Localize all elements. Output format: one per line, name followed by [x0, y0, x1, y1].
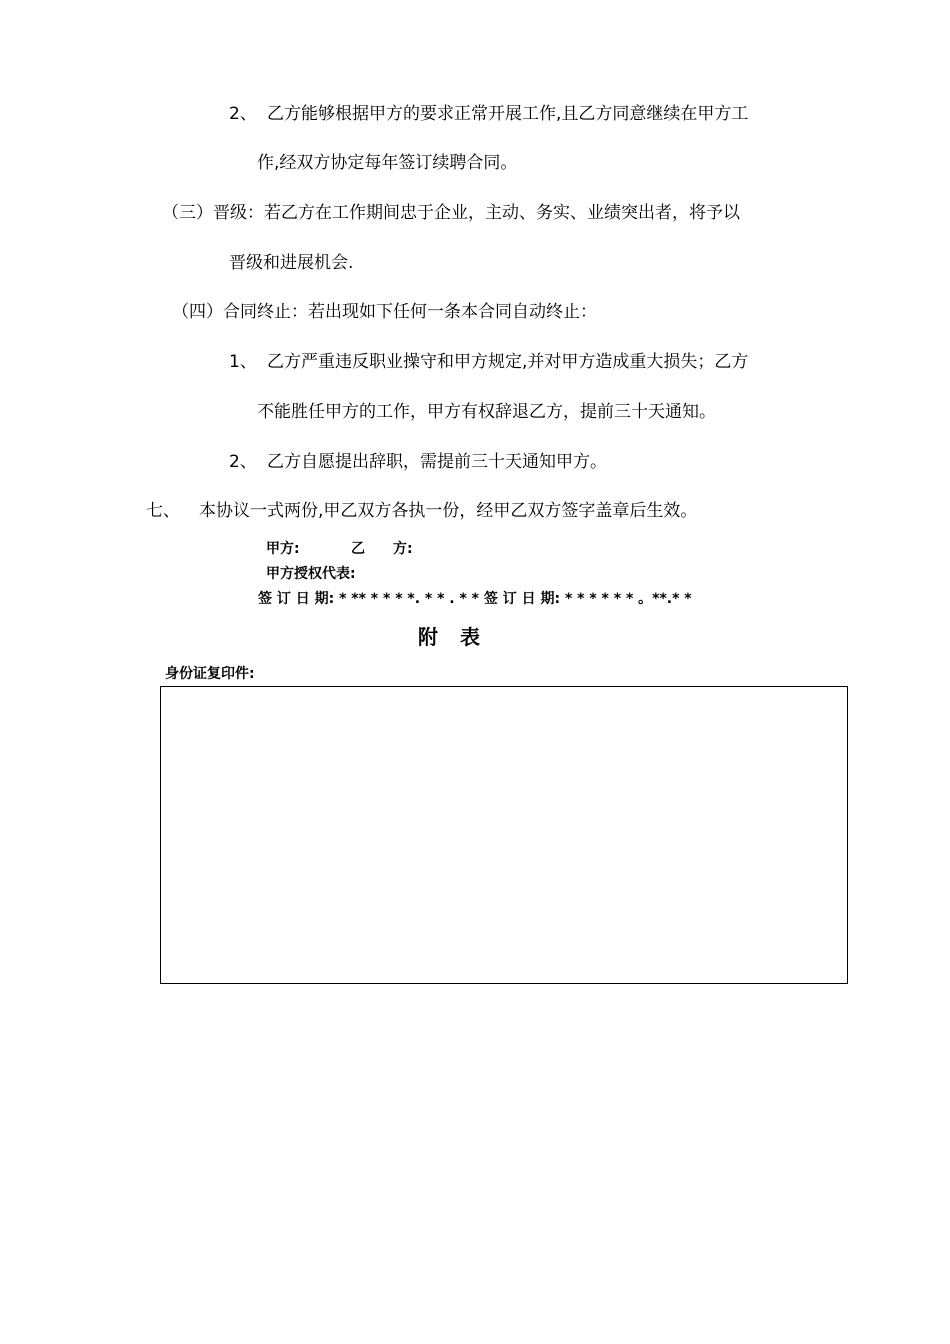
- party-b-label: 乙 方:: [351, 541, 413, 557]
- party-a-label: 甲方:: [266, 541, 300, 557]
- appendix-title: 附表: [418, 625, 502, 649]
- clause-2-number: 2、: [229, 104, 257, 124]
- termination-2-number: 2、: [229, 452, 257, 472]
- id-copy-box: [160, 686, 848, 984]
- section-7-number: 七、: [146, 501, 180, 521]
- signing-date-line: 签 订 日 期: * ** * * * *. * * . * * 签 订 日 期: * * * * * * 。**.* *: [258, 591, 692, 607]
- promotion-line-2: 晋级和进展机会.: [229, 253, 354, 273]
- termination-2-line-1: 乙方自愿提出辞职，需提前三十天通知甲方。: [267, 452, 607, 472]
- clause-2-line-2: 作,经双方协定每年签订续聘合同。: [257, 153, 518, 173]
- termination-1-line-1: 乙方严重违反职业操守和甲方规定,并对甲方造成重大损失；乙方: [267, 352, 749, 372]
- termination-heading: （四）合同终止：若出现如下任何一条本合同自动终止：: [172, 302, 597, 322]
- termination-1-number: 1、: [229, 352, 257, 372]
- clause-2-line-1: 乙方能够根据甲方的要求正常开展工作,且乙方同意继续在甲方工: [267, 104, 749, 124]
- representative-label: 甲方授权代表:: [266, 566, 356, 582]
- section-7-line-1: 本协议一式两份,甲乙双方各执一份，经甲乙双方签字盖章后生效。: [199, 501, 698, 521]
- promotion-line-1: （三）晋级：若乙方在工作期间忠于企业，主动、务实、业绩突出者，将予以: [162, 203, 740, 223]
- termination-1-line-2: 不能胜任甲方的工作，甲方有权辞退乙方，提前三十天通知。: [257, 402, 716, 422]
- id-copy-label: 身份证复印件:: [165, 666, 255, 682]
